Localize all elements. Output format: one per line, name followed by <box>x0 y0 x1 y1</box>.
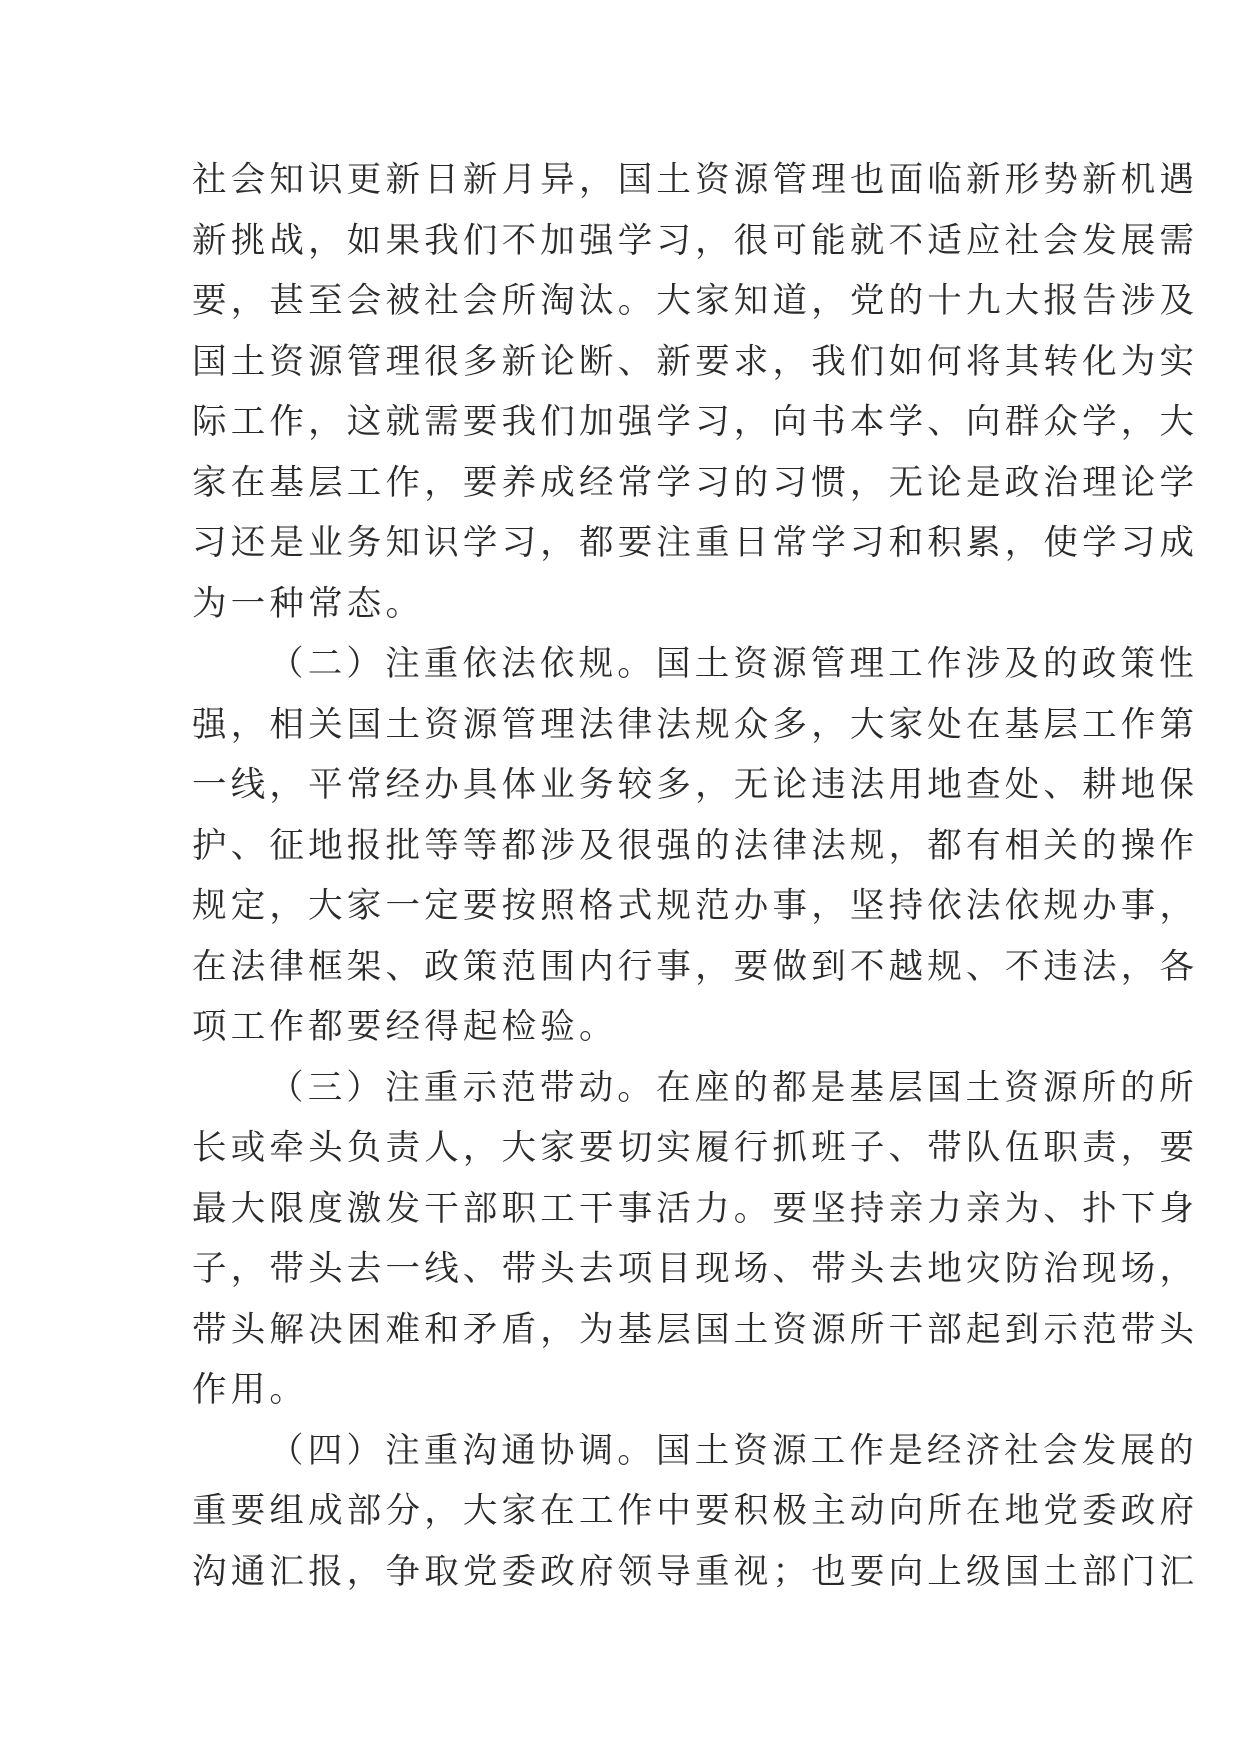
text-line: （二）注重依法依规。国土资源管理工作涉及的政策性 <box>269 644 1198 684</box>
text-line: （四）注重沟通协调。国土资源工作是经济社会发展的 <box>269 1430 1198 1471</box>
paragraph <box>192 1421 1199 1603</box>
text-line: 子，带头去一线、带头去项目现场、带头去地灾防治现场， <box>192 1249 1199 1289</box>
text-line: 规定，大家一定要按照格式规范办事，坚持依法依规办事， <box>192 886 1199 926</box>
text-line: 强，相关国土资源管理法律法规众多，大家处在基层工作第 <box>192 704 1199 745</box>
text-line: 一线，平常经办具体业务较多，无论违法用地查处、耕地保 <box>192 765 1199 805</box>
text-line: 项工作都要经得起检验。 <box>192 1007 618 1047</box>
text-line: 重要组成部分，大家在工作中要积极主动向所在地党委政府 <box>192 1491 1199 1531</box>
text-line: 家在基层工作，要养成经常学习的习惯，无论是政治理论学 <box>192 462 1199 503</box>
text-line: 国土资源管理很多新论断、新要求，我们如何将其转化为实 <box>192 341 1199 382</box>
text-line: 在法律框架、政策范围内行事，要做到不越规、不违法，各 <box>192 946 1199 987</box>
text-line: 新挑战，如果我们不加强学习，很可能就不适应社会发展需 <box>192 220 1199 261</box>
text-line: （三）注重示范带动。在座的都是基层国土资源所的所 <box>269 1067 1198 1108</box>
text-line: 最大限度激发干部职工干事活力。要坚持亲力亲为、扑下身 <box>192 1188 1199 1229</box>
text-line: 护、征地报批等等都涉及很强的法律法规，都有相关的操作 <box>192 825 1199 866</box>
text-line: 习还是业务知识学习，都要注重日常学习和积累，使学习成 <box>192 523 1199 563</box>
text-line: 沟通汇报，争取党委政府领导重视；也要向上级国土部门汇 <box>192 1551 1199 1592</box>
text-line: 长或牵头负责人，大家要切实履行抓班子、带队伍职责，要 <box>192 1128 1199 1168</box>
paragraph <box>192 1058 1199 1421</box>
text-line: 社会知识更新日新月异，国土资源管理也面临新形势新机遇 <box>192 160 1199 200</box>
paragraph <box>192 634 1199 1058</box>
text-line: 作用。 <box>192 1370 309 1410</box>
text-line: 要，甚至会被社会所淘汰。大家知道，党的十九大报告涉及 <box>192 281 1199 321</box>
text-line: 际工作，这就需要我们加强学习，向书本学、向群众学，大 <box>192 402 1199 442</box>
paragraph <box>192 150 1199 634</box>
text-line: 为一种常态。 <box>192 583 425 624</box>
body-text <box>192 150 1199 1602</box>
text-line: 带头解决困难和矛盾，为基层国土资源所干部起到示范带头 <box>192 1309 1199 1350</box>
